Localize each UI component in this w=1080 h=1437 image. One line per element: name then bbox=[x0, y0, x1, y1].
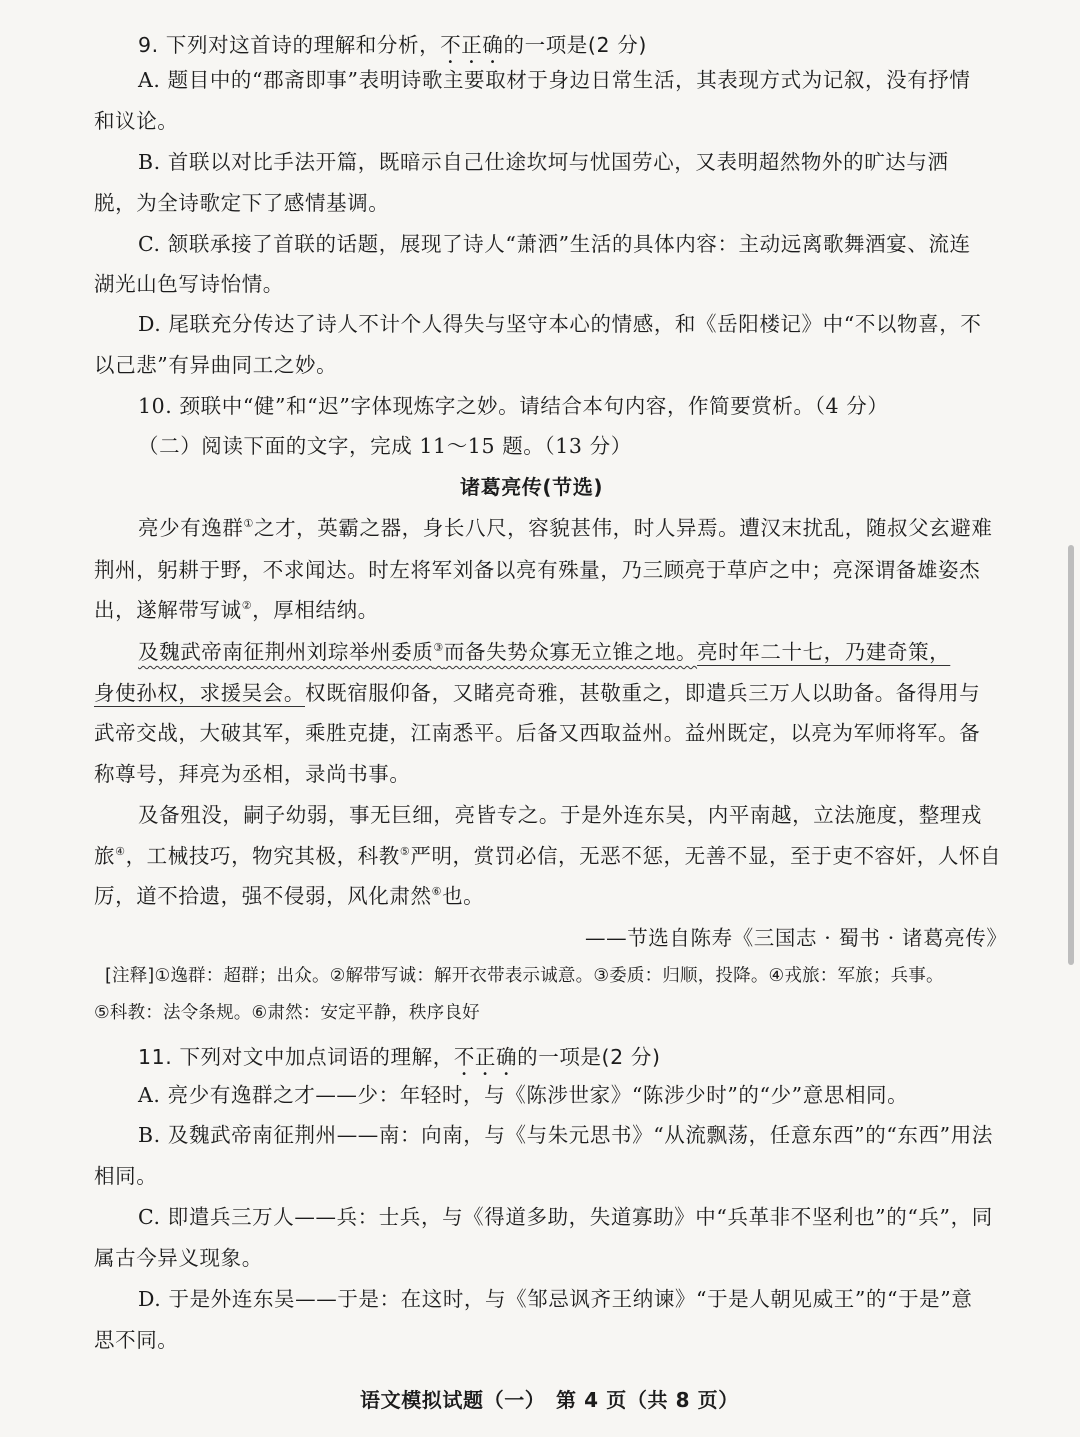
q9-option-a: A. 题目中的“郡斋即事”表明诗歌主要取材于身边日常生活，其表现方式为记叙，没有抒情 bbox=[138, 68, 971, 92]
q11-option-c-cont: 属古今异义现象。 bbox=[94, 1246, 263, 1270]
q9-option-c-cont: 湖光山色写诗怡情。 bbox=[94, 272, 284, 296]
note-ref-3: ③ bbox=[433, 641, 444, 654]
underlined-sentence-part2: 身使孙权，求援吴会。 bbox=[94, 681, 305, 705]
passage-p2-line3: 武帝交战，大破其军，乘胜克捷，江南悉平。后备又西取益州。益州既定，以亮为军师将军。备 bbox=[94, 721, 981, 745]
q9-option-b: B. 首联以对比手法开篇，既暗示自己仕途坎坷与忧国劳心，又表明超然物外的旷达与洒 bbox=[138, 150, 949, 174]
passage-p3-line2: 旅④，工械技巧，物究其极，科教⑤严明，赏罚必信，无恶不惩，无善不显，至于吏不容奸，人怀自 bbox=[94, 844, 1002, 868]
note-ref-5: ⑤ bbox=[399, 845, 411, 858]
passage-title: 诸葛亮传(节选) bbox=[460, 475, 604, 499]
q9-option-a-cont: 和议论。 bbox=[94, 109, 179, 133]
q11-option-b: B. 及魏武帝南征荆州——南：向南，与《与朱元思书》“从流飘荡，任意东西”的“东西”用法 bbox=[138, 1123, 993, 1147]
passage-p1-line2: 荆州，躬耕于野，不求闻达。时左将军刘备以亮有殊量，乃三顾亮于草庐之中；亮深谓备雄姿杰 bbox=[94, 558, 981, 582]
scrollbar[interactable] bbox=[1068, 545, 1074, 965]
q10-stem: 10. 颈联中“健”和“迟”字体现炼字之妙。请结合本句内容，作简要赏析。（4 分） bbox=[138, 394, 889, 418]
q9-option-d: D. 尾联充分传达了诗人不计个人得失与坚守本心的情感，和《岳阳楼记》中“不以物喜，不 bbox=[138, 312, 982, 336]
note-ref-1: ① bbox=[243, 517, 254, 530]
wavy-underlined-sentence: 及魏武帝南征荆州刘琮举州委质③而备失势众寡无立锥之地。 bbox=[138, 640, 698, 664]
passage-p3-line3: 厉，道不拾遗，强不侵弱，风化肃然⑥也。 bbox=[94, 884, 485, 908]
underlined-sentence-part1: 亮时年二十七，乃建奇策， bbox=[697, 640, 951, 664]
q11-stem: 11. 下列对文中加点词语的理解，不正确的一项是(2 分) bbox=[138, 1045, 661, 1069]
q11-option-d-cont: 思不同。 bbox=[94, 1328, 179, 1352]
passage-source: ——节选自陈寿《三国志 · 蜀书 · 诸葛亮传》 bbox=[585, 926, 1008, 950]
note-ref-6: ⑥ bbox=[431, 885, 443, 898]
section-2-heading: （二）阅读下面的文字，完成 11～15 题。（13 分） bbox=[138, 434, 632, 458]
q9-stem: 9. 下列对这首诗的理解和分析，不正确的一项是(2 分) bbox=[138, 33, 647, 57]
q9-option-c: C. 颔联承接了首联的话题，展现了诗人“萧洒”生活的具体内容：主动远离歌舞酒宴、流连 bbox=[138, 232, 971, 256]
q11-option-a: A. 亮少有逸群之才——少：年轻时，与《陈涉世家》“陈涉少时”的“少”意思相同。 bbox=[138, 1083, 909, 1107]
passage-p2-line4: 称尊号，拜亮为丞相，录尚书事。 bbox=[94, 762, 411, 786]
q11-emphasis: 不正确 bbox=[453, 1045, 518, 1069]
note-ref-4: ④ bbox=[115, 845, 126, 858]
passage-p2-line1 bbox=[138, 642, 950, 663]
annotation-line1: [注释]①逸群：超群；出众。②解带写诚：解开衣带表示诚意。③委质：归顺，投降。④戎旅：军旅；兵事。 bbox=[105, 966, 944, 986]
passage-p2-line2: 身使孙权，求援吴会。权既宿服仰备，又睹亮奇雅，甚敬重之，即遣兵三万人以助备。备得用与 bbox=[94, 681, 981, 705]
annotation-line2: ⑤科教：法令条规。⑥肃然：安定平静，秩序良好 bbox=[94, 1003, 480, 1023]
q9-emphasis: 不正确 bbox=[440, 33, 504, 57]
passage-p1-line3: 出，遂解带写诚②，厚相结纳。 bbox=[94, 598, 379, 622]
q11-option-c: C. 即遣兵三万人——兵：士兵，与《得道多助，失道寡助》中“兵革非不坚利也”的“兵”，同 bbox=[138, 1205, 993, 1229]
passage-p3-line1: 及备殂没，嗣子幼弱，事无巨细，亮皆专之。于是外连东吴，内平南越，立法施度，整理戎 bbox=[138, 803, 982, 827]
q11-option-d: D. 于是外连东吴——于是：在这时，与《邹忌讽齐王纳谏》“于是人朝见威王”的“于是”意 bbox=[138, 1287, 973, 1311]
page-footer: 语文模拟试题（一） 第 4 页（共 8 页） bbox=[360, 1388, 739, 1412]
q9-option-b-cont: 脱，为全诗歌定下了感情基调。 bbox=[94, 191, 390, 215]
note-ref-2: ② bbox=[241, 599, 253, 612]
q11-option-b-cont: 相同。 bbox=[94, 1164, 158, 1188]
passage-p1-line1: 亮少有逸群①之才，英霸之器，身长八尺，容貌甚伟，时人异焉。遭汉末扰乱，随叔父玄避难 bbox=[138, 516, 993, 540]
q9-option-d-cont: 以己悲”有异曲同工之妙。 bbox=[94, 353, 338, 377]
